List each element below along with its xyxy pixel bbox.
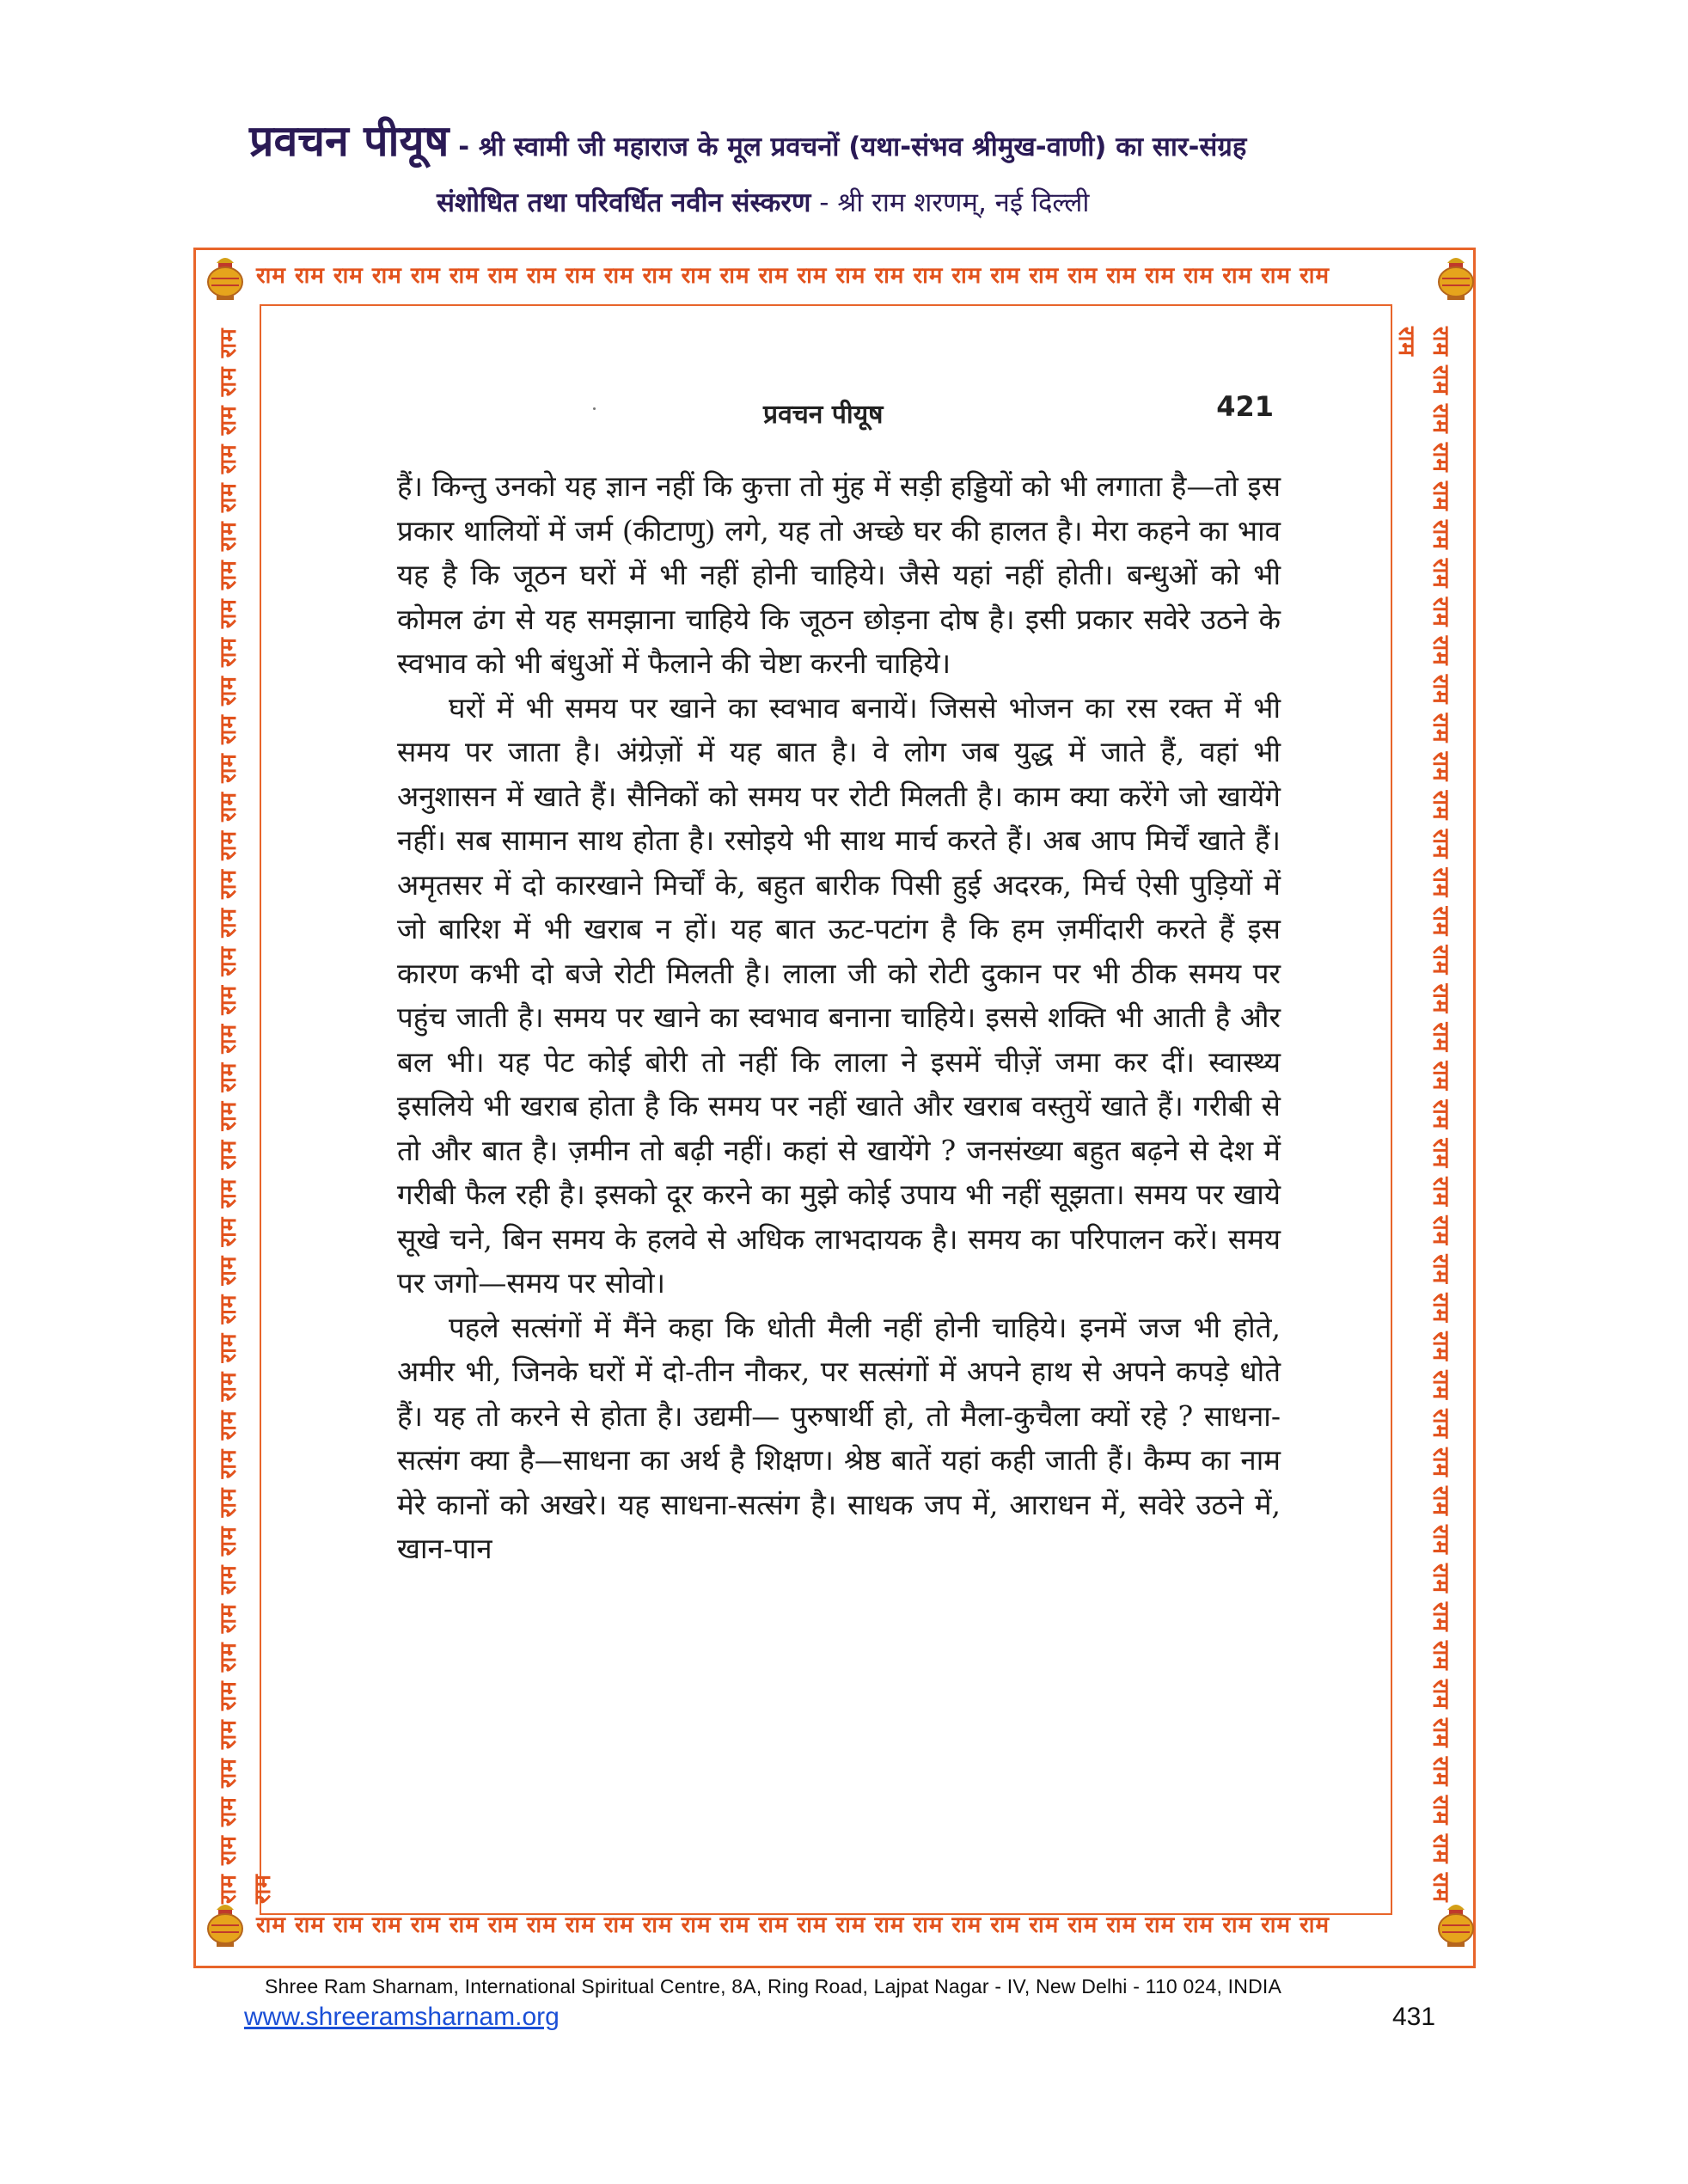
paragraph: पहले सत्संगों में मैंने कहा कि धोती मैली नहीं होनी चाहिये। इनमें जज भी होते, अमीर भी, जिनके घरों में दो-तीन नौकर, पर सत्संगों में अपने हाथ से अपने कपड़े धोते हैं। यह तो करने से होता है। उद्यमी— पुरुषार्थी हो, तो मैला-कुचैला क्यों रहे ? साधना-सत्संग क्या है—साधना का अर्थ है शिक्षण। श्रेष्ठ बातें यहां कही जाती हैं। कैम्प का नाम मेरे कानों को अखरे। यह साधना-सत्संग है। साधक जप में, आराधन में, सवेरे उठने में, खान-पान [397,1310,1281,1565]
running-title: प्रवचन पीयूष [763,400,884,430]
kalash-ornament-icon [1430,251,1482,303]
ram-border-top: राम राम राम राम राम राम राम राम राम राम राम राम राम राम राम राम राम राम राम राम राम राम राम राम राम राम राम राम [256,263,1330,289]
edition-line [437,184,1089,220]
body-text [397,464,1281,1571]
paragraph: घरों में भी समय पर खाने का स्वभाव बनायें। जिससे भोजन का रस रक्त में भी समय पर जाता है। अंग्रेज़ों में यह बात है। वे लोग जब युद्ध में जाते हैं, वहां भी अनुशासन में खाते हैं। सैनिकों को समय पर रोटी मिलती है। काम क्या करेंगे जो खायेंगे नहीं। सब सामान साथ होता है। रसोइये भी साथ मार्च करते हैं। अब आप मिर्चें खाते हैं। अमृतसर में दो कारखाने मिर्चों के, बहुत बारीक पिसी हुई अदरक, मिर्च ऐसी पुड़ियों में जो बारिश में भी खराब न हों। यह बात ऊट-पटांग है कि हम ज़मींदारी करते हैं इस कारण कभी दो बजे रोटी मिलती है। लाला जी को रोटी दुकान पर भी ठीक समय पर पहुंच जाती है। समय पर खाने का स्वभाव बनाना चाहिये। इससे शक्ति भी आती है और बल भी। यह पेट कोई बोरी तो नहीं कि लाला ने इसमें चीज़ें जमा कर दीं। स्वास्थ्य इसलिये भी खराब होता है कि समय पर नहीं खाते और खराब वस्तुयें खाते हैं। गरीबी से तो और बात है। ज़मीन तो बढ़ी नहीं। कहां से खायेंगे ? जनसंख्या बहुत बढ़ने से देश में गरीबी फैल रही है। इसको दूर करने का मुझे कोई उपाय भी नहीं सूझता। समय पर खाये सूखे चने, बिन समय के हलवे से अधिक लाभदायक है। समय का परिपालन करें। समय पर जगो—समय पर सोवो। [397,690,1281,1300]
ram-border-right: राम राम राम राम राम राम राम राम राम राम राम राम राम राम राम राम राम राम राम राम राम राम राम राम राम राम राम राम राम राम राम राम राम राम राम राम राम राम राम राम राम राम [1393,327,1453,1903]
book-subtitle: - श्री स्वामी जी महाराज के मूल प्रवचनों (यथा-संभव श्रीमुख-वाणी) का सार-संग्रह [449,132,1247,162]
pdf-page-number: 431 [1392,2003,1436,2031]
book-title: प्रवचन पीयूष [249,116,450,166]
kalash-ornament-icon [1430,1898,1482,1949]
paragraph: हैं। किन्तु उनको यह ज्ञान नहीं कि कुत्ता तो मुंह में सड़ी हड्डियों को भी लगाता है—तो इस प्रकार थालियों में जर्म (कीटाणु) लगे, यह तो अच्छे घर की हालत है। मेरा कहने का भाव यह है कि जूठन घरों में भी नहीं होनी चाहिये। जैसे यहां नहीं होती। बन्धुओं को भी कोमल ढंग से यह समझाना चाहिये कि जूठन छोड़ना दोष है। इसी प्रकार सवेरे उठने के स्वभाव को भी बंधुओं में फैलाने की चेष्टा करनी चाहिये। [397,469,1281,680]
document-header [249,110,1453,168]
printed-page-number: 421 [1216,390,1274,423]
kalash-ornament-icon [199,251,251,303]
ram-border-bottom: राम राम राम राम राम राम राम राम राम राम राम राम राम राम राम राम राम राम राम राम राम राम राम राम राम राम राम राम [256,1912,1330,1938]
kalash-ornament-icon [199,1898,251,1949]
running-header [378,390,1281,438]
edition-label: संशोधित तथा परिवर्धित नवीन संस्करण [437,187,811,218]
ram-border-left: राम राम राम राम राम राम राम राम राम राम राम राम राम राम राम राम राम राम राम राम राम राम राम राम राम राम राम राम राम राम राम राम राम राम राम राम राम राम राम राम राम राम [216,327,276,1904]
website-link[interactable]: www.shreeramsharnam.org [244,2003,560,2031]
footer-address: Shree Ram Sharnam, International Spiritual Centre, 8A, Ring Road, Lajpat Nagar - IV, New Delhi - 110 024, INDIA [265,1975,1282,1997]
scan-speck [593,407,596,410]
publisher-label: - श्री राम शरणम्, नई दिल्ली [810,187,1090,218]
scanned-page [378,387,1281,1865]
